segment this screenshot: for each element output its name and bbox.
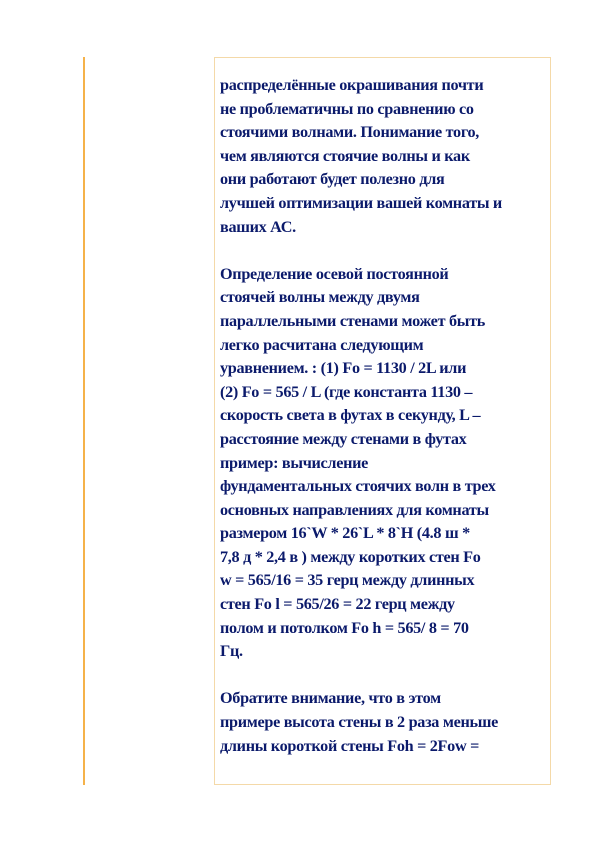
- text-line: примере высота стены в 2 раза меньше: [220, 713, 498, 732]
- text-line: стен Fo l = 565/26 = 22 герц между: [220, 595, 455, 614]
- text-line: (2) Fo = 565 / L (где константа 1130 –: [220, 382, 473, 401]
- text-line: Обратите внимание, что в этом: [220, 689, 441, 708]
- text-column: [214, 57, 551, 785]
- text-line: стоячими волнами. Понимание того,: [220, 123, 480, 142]
- text-line: длины короткой стены Foh = 2Fow =: [220, 736, 480, 755]
- text-line: фундаментальных стоячих волн в трех: [220, 477, 496, 496]
- paragraph-2: [220, 263, 546, 664]
- text-line: уравнением. : (1) Fo = 1130 / 2L или: [220, 359, 467, 378]
- text-line: Определение осевой постоянной: [220, 264, 449, 283]
- text-line: размером 16`W * 26`L * 8`H (4.8 ш *: [220, 524, 470, 543]
- text-line: ваших АС.: [220, 217, 296, 236]
- paragraph-1: [220, 74, 546, 239]
- text-line: Гц.: [220, 642, 243, 661]
- text-line: параллельными стенами может быть: [220, 311, 486, 330]
- text-line: скорость света в футах в секунду, L –: [220, 406, 481, 425]
- text-line: пример: вычисление: [220, 453, 369, 472]
- paragraph-3: [220, 687, 546, 758]
- text-line: 7,8 д * 2,4 в ) между коротких стен Fo: [220, 547, 481, 566]
- text-line: w = 565/16 = 35 герц между длинных: [220, 571, 475, 590]
- text-line: стоячей волны между двумя: [220, 288, 420, 307]
- text-line: они работают будет полезно для: [220, 170, 445, 189]
- page-margin-rule: [83, 57, 85, 785]
- text-line: лучшей оптимизации вашей комнаты и: [220, 193, 502, 212]
- text-line: чем являются стоячие волны и как: [220, 146, 470, 165]
- text-line: легко расчитана следующим: [220, 335, 424, 354]
- text-line: расстояние между стенами в футах: [220, 429, 467, 448]
- text-line: не проблематичны по сравнению со: [220, 99, 474, 118]
- text-line: основных направлениях для комнаты: [220, 500, 489, 519]
- text-line: распределённые окрашивания почти: [220, 76, 484, 94]
- text-line: полом и потолком Fo h = 565/ 8 = 70: [220, 618, 469, 637]
